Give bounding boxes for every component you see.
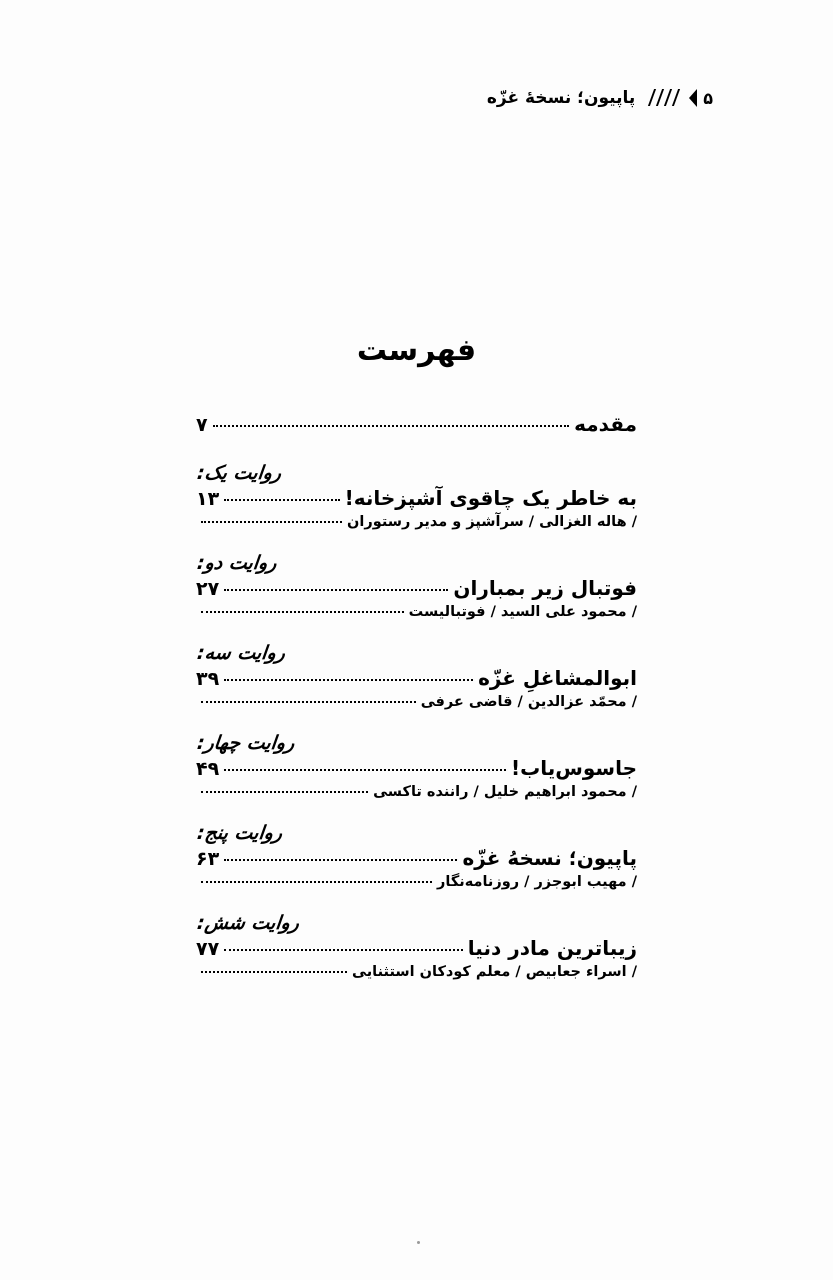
toc-entry-title: به خاطر یک چاقوی آشپزخانه! <box>344 486 637 510</box>
slashes-ornament-icon <box>645 88 679 108</box>
toc-entry-page: ۷ <box>196 414 208 436</box>
toc-entry-subtitle-row <box>196 514 637 530</box>
toc-entry-subtitle-row <box>196 604 637 620</box>
toc-entry-page: ۶۳ <box>196 848 220 870</box>
dot-leader <box>201 521 342 523</box>
toc-entry-page: ۳۹ <box>196 668 220 690</box>
toc-entry-page: ۲۷ <box>196 578 220 600</box>
dot-leader <box>201 701 416 703</box>
toc-section <box>196 552 637 620</box>
toc-entry-subtitle: / اسراء جعابیص / معلم کودکان استثنایی <box>352 964 637 980</box>
table-of-contents <box>196 412 637 1002</box>
toc-entry-subtitle-row <box>196 694 637 710</box>
toc-entry[interactable] <box>196 576 637 600</box>
page-title: فهرست <box>356 333 477 368</box>
dot-leader <box>224 769 506 771</box>
dot-leader <box>213 425 570 427</box>
toc-entry-title: پاپیون؛ نسخهُ غزّه <box>462 846 637 870</box>
toc-entry-subtitle: / محمود ابراهیم خلیل / راننده تاکسی <box>373 784 637 800</box>
toc-entry-subtitle-row <box>196 874 637 890</box>
dot-leader <box>201 971 347 973</box>
toc-entry[interactable] <box>196 846 637 870</box>
toc-entry-title: جاسوس‌یاب! <box>511 756 637 780</box>
dot-leader <box>201 791 368 793</box>
toc-section-label: روایت سه: <box>196 642 287 664</box>
page-number-group <box>689 89 713 108</box>
toc-entry-page: ۱۳ <box>196 488 220 510</box>
toc-section <box>196 462 637 530</box>
dot-leader <box>224 859 457 861</box>
toc-entry-title: ابوالمشاغلِ غزّه <box>478 666 637 690</box>
footer-mark <box>417 1241 420 1244</box>
toc-entry[interactable] <box>196 936 637 960</box>
caret-icon <box>689 89 697 107</box>
dot-leader <box>201 881 432 883</box>
toc-section-label: روایت شش: <box>196 912 301 934</box>
toc-section-label: روایت دو: <box>196 552 278 574</box>
toc-section-label: روایت یک: <box>196 462 283 484</box>
toc-entry-page: ۴۹ <box>196 758 220 780</box>
running-head <box>120 88 713 108</box>
toc-entry-subtitle-row <box>196 964 637 980</box>
dot-leader <box>224 949 463 951</box>
toc-section <box>196 912 637 980</box>
toc-entry-subtitle: / محمّد عزالدین / قاضی عرفی <box>420 694 637 710</box>
dot-leader <box>224 499 339 501</box>
toc-entry-subtitle-row <box>196 784 637 800</box>
toc-entry[interactable] <box>196 756 637 780</box>
toc-entry-subtitle: / هاله الغزالی / سرآشپز و مدیر رستوران <box>347 514 637 530</box>
toc-entry-subtitle: / مهیب ابوجزر / روزنامه‌نگار <box>437 874 637 890</box>
toc-section-label: روایت پنج: <box>196 822 284 844</box>
toc-section-label: روایت چهار: <box>196 732 296 754</box>
toc-section <box>196 642 637 710</box>
toc-section <box>196 732 637 800</box>
toc-entry[interactable] <box>196 666 637 690</box>
running-head-title: پاپیون؛ نسخهٔ غزّه <box>486 88 636 108</box>
dot-leader <box>224 679 473 681</box>
dot-leader <box>201 611 404 613</box>
toc-entry-title: فوتبال زیر بمباران <box>453 576 637 600</box>
toc-entry[interactable] <box>196 486 637 510</box>
toc-entry-page: ۷۷ <box>196 938 220 960</box>
toc-entry-intro[interactable] <box>196 412 637 436</box>
toc-entry-title: زیباترین مادر دنیا <box>467 936 637 960</box>
toc-entry-subtitle: / محمود علی السید / فوتبالیست <box>408 604 637 620</box>
dot-leader <box>224 589 448 591</box>
page-number: ۵ <box>703 88 713 108</box>
toc-entry-title: مقدمه <box>574 412 637 436</box>
toc-section <box>196 822 637 890</box>
